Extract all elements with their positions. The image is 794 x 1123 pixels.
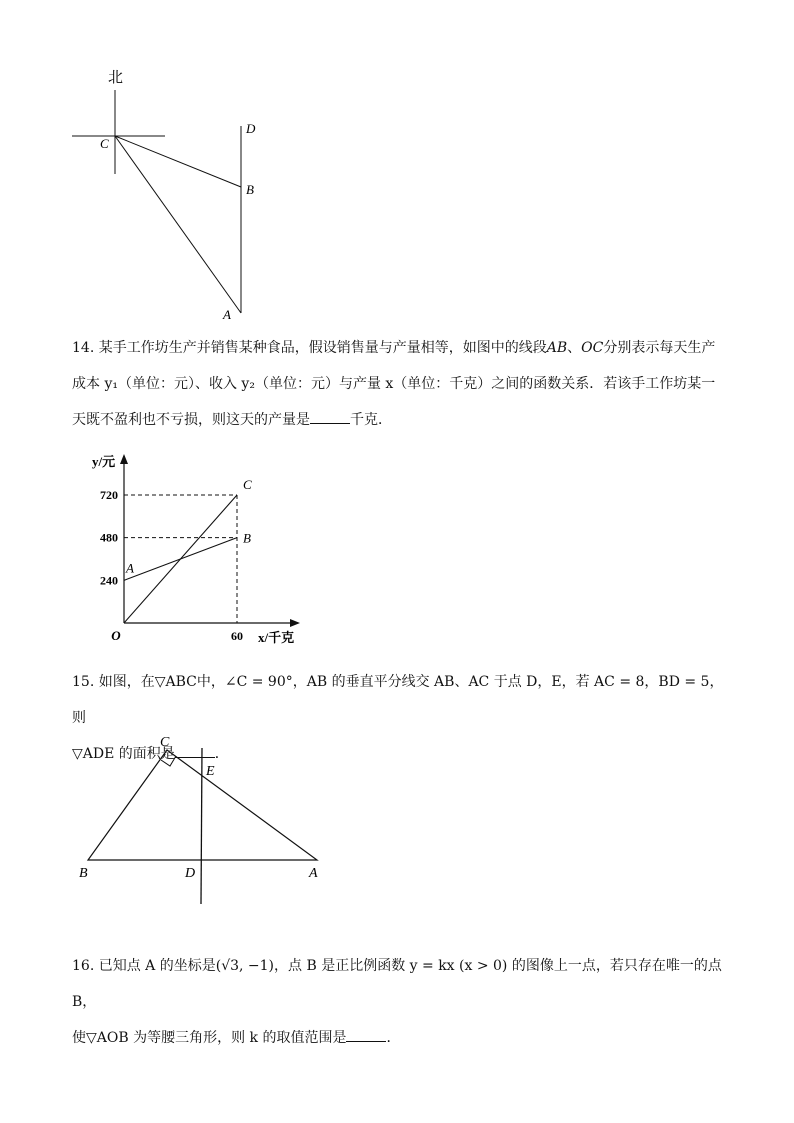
question-text: 某手工作坊生产并销售某种食品，假设销售量与产量相等，如图中的线段 (98, 340, 547, 356)
answer-blank[interactable] (310, 409, 350, 424)
point-label-A: A (223, 307, 231, 322)
question-text: 使▽AOB 为等腰三角形，则 k 的取值范围是 (72, 1030, 347, 1046)
question-14 (72, 330, 732, 438)
figure-13-direction-diagram (60, 60, 280, 330)
right-angle-mark (161, 756, 176, 766)
x-tick-label: 60 (231, 629, 243, 643)
answer-blank[interactable] (346, 1027, 386, 1042)
segment-AB-label: AB (546, 340, 568, 356)
question-text: ． (214, 746, 229, 762)
point-label-A: A (309, 866, 318, 881)
y-axis-label: y/元 (92, 454, 116, 469)
point-label-C: C (100, 136, 109, 151)
point-label-A: A (126, 560, 134, 576)
question-text: ▽ADE 的面积是 (72, 746, 175, 762)
y-tick-label: 720 (100, 488, 118, 502)
question-14-line-2: 成本 y₁（单位：元）、收入 y₂（单位：元）与产量 x（单位：千克）之间的函数关系．若该手工作坊某一 (72, 376, 716, 392)
question-text: 天既不盈利也不亏损，则这天的产量是 (72, 412, 310, 428)
series-line-OC (124, 495, 237, 623)
point-label-D: D (185, 866, 196, 881)
figure-15-triangle (70, 730, 340, 910)
question-text: 如图，在▽ABC中，∠C = 90°，AB 的垂直平分线交 AB、AC 于点 D，E，若 AC = 8，BD = 5，则 (72, 674, 724, 726)
question-text: ． (386, 1030, 401, 1046)
x-axis-label: x/千克 (258, 630, 295, 645)
question-16 (72, 948, 732, 1056)
segment-CA (115, 136, 241, 313)
separator: 、 (567, 340, 582, 356)
question-16-line-1 (72, 948, 732, 1020)
point-label-B: B (243, 530, 251, 546)
point-label-B: B (246, 182, 254, 197)
north-label: 北 (108, 70, 124, 86)
x-axis-arrow (290, 619, 300, 627)
question-number: 14. (72, 340, 95, 356)
question-15-line-1 (72, 664, 732, 736)
y-tick-label: 240 (100, 573, 118, 588)
question-16-line-2 (72, 1020, 732, 1056)
point-label-C: C (160, 735, 170, 750)
cost-revenue-chart (88, 448, 318, 648)
question-14-line-1 (72, 330, 732, 366)
point-label-B: B (79, 866, 88, 881)
segment-OC-label: OC (581, 340, 604, 356)
question-text: 已知点 A 的坐标是(√3, −1)，点 B 是正比例函数 y = kx (x > 0) 的图像上一点，若只存在唯一的点 B， (72, 958, 722, 1010)
question-text: 千克． (350, 412, 392, 428)
question-number: 15. (72, 674, 95, 690)
point-label-E: E (206, 764, 215, 779)
point-label-C: C (243, 477, 252, 492)
question-number: 16. (72, 958, 95, 974)
y-axis-arrow (120, 454, 128, 464)
perpendicular-bisector (201, 748, 202, 904)
point-label-D: D (246, 121, 256, 136)
y-tick-label: 480 (100, 530, 118, 545)
question-text: 分别表示每天生产 (603, 340, 716, 356)
segment-CB (115, 136, 241, 187)
question-14-line-3 (72, 402, 732, 438)
origin-label: O (111, 628, 121, 643)
